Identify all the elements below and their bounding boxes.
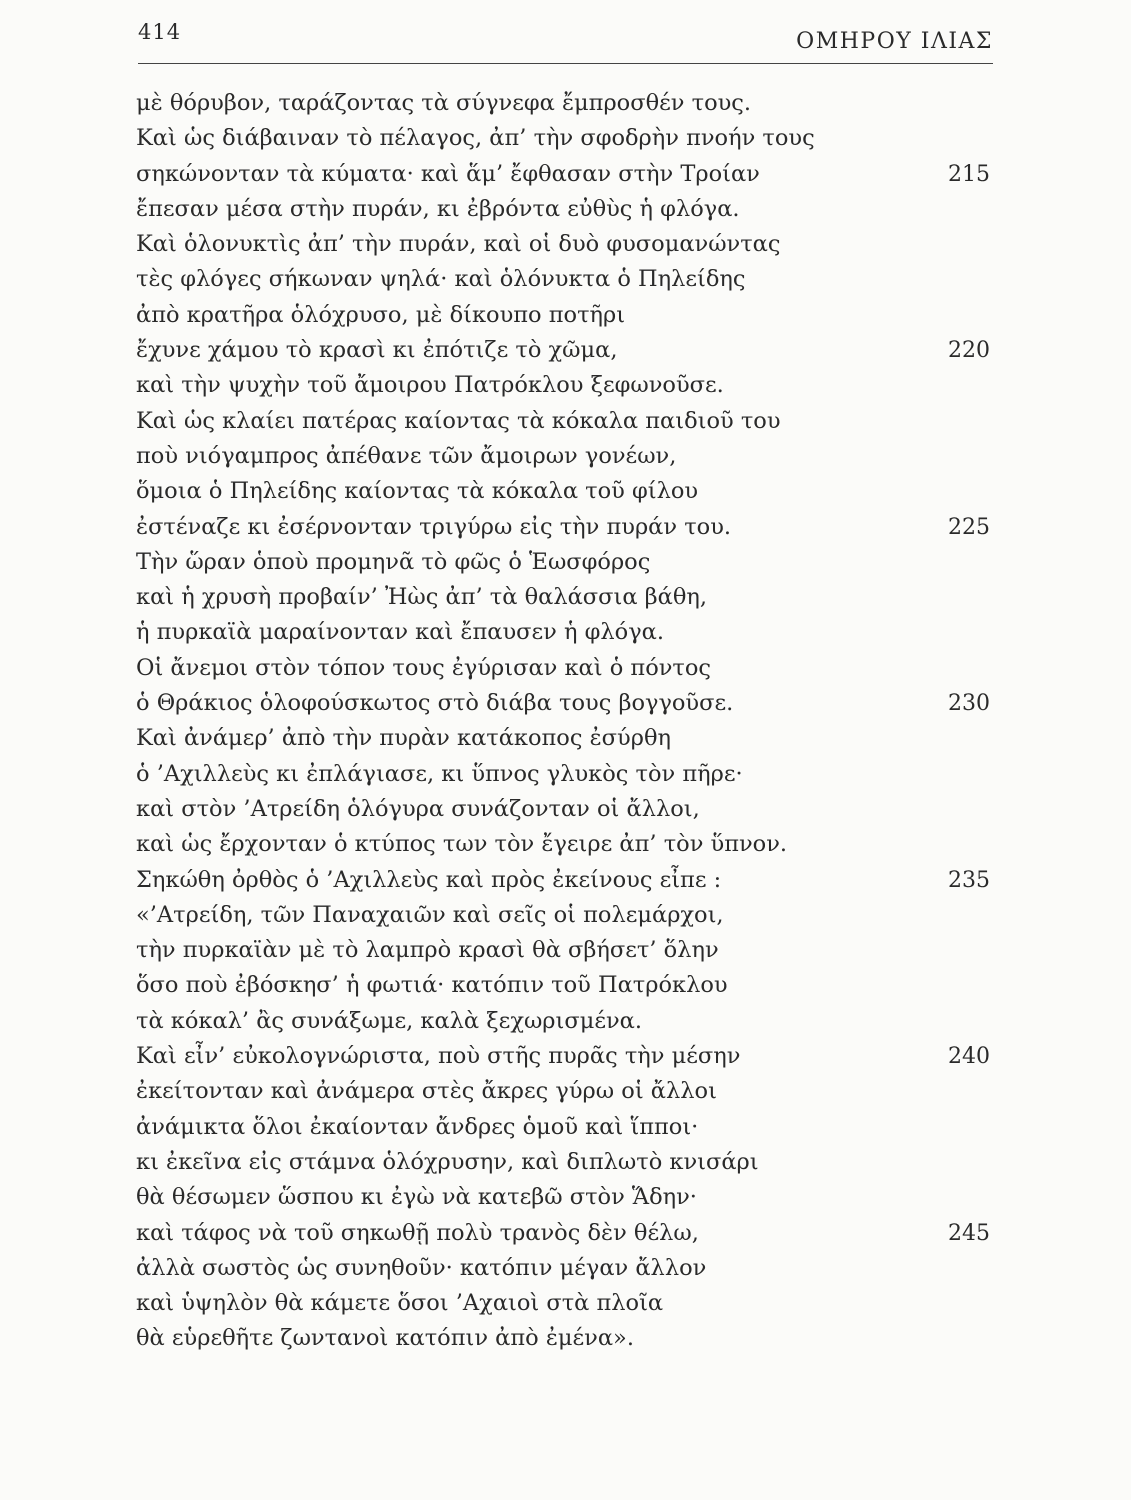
verse-text: θὰ εὑρεθῆτε ζωντανοὶ κατόπιν ἀπὸ ἐμένα».: [136, 1325, 634, 1352]
verse-line: [136, 827, 996, 862]
header-rule: [138, 63, 993, 64]
line-number: 220: [948, 338, 990, 364]
verse-block: [136, 86, 996, 1357]
verse-line: [136, 1180, 996, 1215]
verse-line: [136, 545, 996, 580]
verse-text: ἐκείτονταν καὶ ἀνάμερα στὲς ἄκρες γύρω οἱ ἄλλοι: [136, 1078, 717, 1105]
verse-line: [136, 863, 996, 898]
verse-line: [136, 1321, 996, 1356]
verse-text: κι ἐκεῖνα εἰς στάμνα ὁλόχρυσην, καὶ διπλωτὸ κνισάρι: [136, 1148, 759, 1175]
verse-text: «’Ατρείδη, τῶν Παναχαιῶν καὶ σεῖς οἱ πολεμάρχοι,: [136, 901, 724, 928]
verse-text: καὶ στὸν ’Ατρείδη ὁλόγυρα συνάζονταν οἱ ἄλλοι,: [136, 795, 700, 822]
verse-text: Τὴν ὥραν ὁποὺ προμηνᾶ τὸ φῶς ὁ Ἑωσφόρος: [136, 548, 651, 575]
verse-line: [136, 721, 996, 756]
line-number: 215: [948, 161, 990, 187]
verse-line: [136, 121, 996, 156]
verse-line: [136, 298, 996, 333]
verse-line: [136, 333, 996, 368]
verse-line: [136, 1110, 996, 1145]
verse-line: [136, 439, 996, 474]
verse-text: Καὶ εἶν’ εὐκολογνώριστα, ποὺ στῆς πυρᾶς τὴν μέσην: [136, 1043, 741, 1070]
verse-line: [136, 968, 996, 1003]
verse-line: [136, 404, 996, 439]
verse-line: [136, 227, 996, 262]
verse-text: τὴν πυρκαϊὰν μὲ τὸ λαμπρὸ κρασὶ θὰ σβήσετ’ ὅλην: [136, 937, 719, 964]
verse-text: ὁ ’Αχιλλεὺς κι ἐπλάγιασε, κι ὕπνος γλυκὸς τὸν πῆρε·: [136, 760, 743, 787]
verse-text: ποὺ νιόγαμπρος ἀπέθανε τῶν ἄμοιρων γονέων,: [136, 442, 677, 469]
line-number: 240: [948, 1044, 990, 1070]
verse-line: [136, 757, 996, 792]
verse-line: [136, 615, 996, 650]
verse-line: [136, 474, 996, 509]
verse-line: [136, 898, 996, 933]
page-header: [138, 20, 993, 64]
verse-line: [136, 792, 996, 827]
verse-line: [136, 1216, 996, 1251]
verse-line: [136, 368, 996, 403]
verse-text: Σηκώθη ὀρθὸς ὁ ’Αχιλλεὺς καὶ πρὸς ἐκείνους εἶπε :: [136, 866, 722, 893]
running-title: ΟΜΗΡΟΥ ΙΛΙΑΣ: [796, 29, 993, 54]
verse-text: τὲς φλόγες σήκωναν ψηλά· καὶ ὁλόνυκτα ὁ Πηλείδης: [136, 266, 746, 293]
verse-line: [136, 580, 996, 615]
verse-line: [136, 1004, 996, 1039]
line-number: 235: [948, 867, 990, 893]
page-number: 414: [138, 20, 182, 44]
verse-line: [136, 86, 996, 121]
verse-text: ἐστέναζε κι ἐσέρνονταν τριγύρω εἰς τὴν πυράν του.: [136, 513, 732, 540]
verse-text: σηκώνονταν τὰ κύματα· καὶ ἅμ’ ἔφθασαν στὴν Τροίαν: [136, 160, 760, 187]
verse-text: ὅσο ποὺ ἐβόσκησ’ ἡ φωτιά· κατόπιν τοῦ Πατρόκλου: [136, 972, 728, 999]
verse-text: μὲ θόρυβον, ταράζοντας τὰ σύγνεφα ἔμπροσθέν τους.: [136, 90, 752, 116]
verse-line: [136, 933, 996, 968]
verse-line: [136, 262, 996, 297]
verse-line: [136, 192, 996, 227]
verse-text: ἡ πυρκαϊὰ μαραίνονταν καὶ ἔπαυσεν ἡ φλόγα.: [136, 619, 664, 646]
verse-text: τὰ κόκαλ’ ἂς συνάξωμε, καλὰ ξεχωρισμένα.: [136, 1007, 643, 1034]
verse-text: ἀλλὰ σωστὸς ὡς συνηθοῦν· κατόπιν μέγαν ἄλλον: [136, 1254, 707, 1281]
verse-text: καὶ τὴν ψυχὴν τοῦ ἄμοιρου Πατρόκλου ξεφωνοῦσε.: [136, 372, 724, 399]
verse-text: ἀπὸ κρατῆρα ὁλόχρυσο, μὲ δίκουπο ποτῆρι: [136, 301, 626, 328]
verse-line: [136, 1074, 996, 1109]
line-number: 245: [948, 1220, 990, 1246]
verse-text: καὶ ὑψηλὸν θὰ κάμετε ὅσοι ’Αχαιοὶ στὰ πλοῖα: [136, 1290, 664, 1317]
verse-line: [136, 651, 996, 686]
verse-line: [136, 510, 996, 545]
verse-line: [136, 1251, 996, 1286]
verse-text: καὶ ὡς ἔρχονταν ὁ κτύπος των τὸν ἔγειρε ἀπ’ τὸν ὕπνον.: [136, 831, 788, 858]
verse-text: καὶ ἡ χρυσὴ προβαίν’ Ἠὼς ἀπ’ τὰ θαλάσσια βάθη,: [136, 584, 708, 611]
verse-line: [136, 1286, 996, 1321]
verse-text: ἔπεσαν μέσα στὴν πυράν, κι ἐβρόντα εὐθὺς ἡ φλόγα.: [136, 195, 740, 222]
verse-text: ὅμοια ὁ Πηλείδης καίοντας τὰ κόκαλα τοῦ φίλου: [136, 478, 699, 505]
verse-text: Καὶ ὁλονυκτὶς ἀπ’ τὴν πυράν, καὶ οἱ δυὸ φυσομανώντας: [136, 231, 781, 258]
verse-text: ἀνάμικτα ὅλοι ἐκαίονταν ἄνδρες ὁμοῦ καὶ ἵπποι·: [136, 1113, 699, 1140]
verse-text: Καὶ ὡς κλαίει πατέρας καίοντας τὰ κόκαλα παιδιοῦ του: [136, 407, 781, 434]
verse-line: [136, 157, 996, 192]
verse-text: Καὶ ἀνάμερ’ ἀπὸ τὴν πυρὰν κατάκοπος ἐσύρθη: [136, 725, 671, 752]
verse-text: ὁ Θράκιος ὁλοφούσκωτος στὸ διάβα τους βογγοῦσε.: [136, 690, 734, 717]
verse-line: [136, 1039, 996, 1074]
verse-text: ἔχυνε χάμου τὸ κρασὶ κι ἐπότιζε τὸ χῶμα,: [136, 337, 618, 364]
verse-line: [136, 1145, 996, 1180]
line-number: 225: [948, 514, 990, 540]
line-number: 230: [948, 691, 990, 717]
verse-text: θὰ θέσωμεν ὥσπου κι ἐγὼ νὰ κατεβῶ στὸν Ἅδην·: [136, 1184, 697, 1211]
verse-text: καὶ τάφος νὰ τοῦ σηκωθῇ πολὺ τρανὸς δὲν θέλω,: [136, 1219, 699, 1246]
verse-line: [136, 686, 996, 721]
verse-text: Οἱ ἄνεμοι στὸν τόπον τους ἐγύρισαν καὶ ὁ πόντος: [136, 654, 712, 681]
verse-text: Καὶ ὡς διάβαιναν τὸ πέλαγος, ἀπ’ τὴν σφοδρὴν πνοήν τους: [136, 125, 815, 152]
